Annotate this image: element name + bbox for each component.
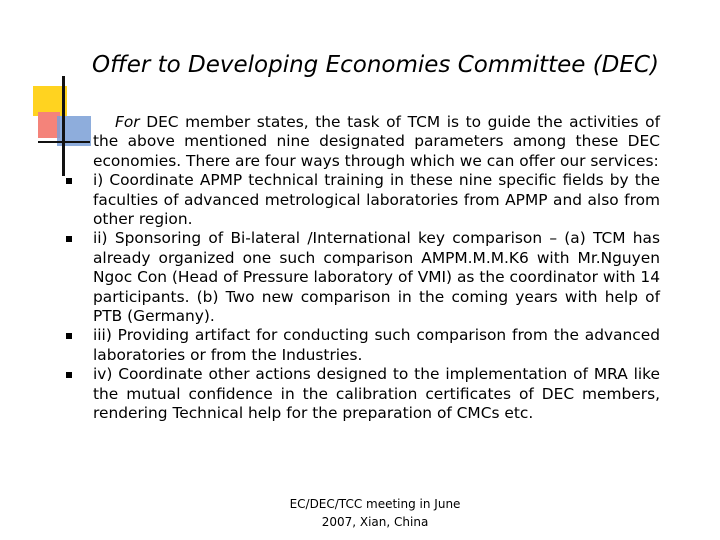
logo-horizontal-line [38, 141, 90, 143]
intro-text: DEC member states, the task of TCM is to guide the activities of the above mentioned nine designated parameters among these DEC economies. There are four ways through which we can offer our services: [93, 113, 660, 170]
slide-body [93, 113, 660, 424]
footer [270, 495, 480, 531]
bullet-item: iii) Providing artifact for conducting such comparison from the advanced laboratories or from the Industries. [93, 326, 660, 364]
intro-lead-word: For [115, 113, 140, 131]
footer-line-1: EC/DEC/TCC meeting in June [289, 497, 461, 511]
bullet-item: iv) Coordinate other actions designed to the implementation of MRA like the mutual confidence in the calibration certificates of DEC members, rendering Technical help for the preparation of CMCs etc. [93, 365, 660, 423]
bullet-item: i) Coordinate APMP technical training in these nine specific fields by the faculties of advanced metrological laboratories from APMP and also from other region. [93, 171, 660, 229]
intro-paragraph [93, 113, 660, 171]
footer-line-2: 2007, Xian, China [321, 515, 429, 529]
logo-vertical-line [62, 76, 65, 176]
bullet-item: ii) Sponsoring of Bi-lateral /International key comparison – (a) TCM has already organized one such comparison AMPM.M.M.K6 with Mr.Nguyen Ngoc Con (Head of Pressure laboratory of VMI) as the coordinator with 14 participants. (b) Two new comparison in the coming years with help of PTB (Germany). [93, 229, 660, 326]
slide-title: Offer to Developing Economies Committee (DEC) [92, 52, 659, 78]
